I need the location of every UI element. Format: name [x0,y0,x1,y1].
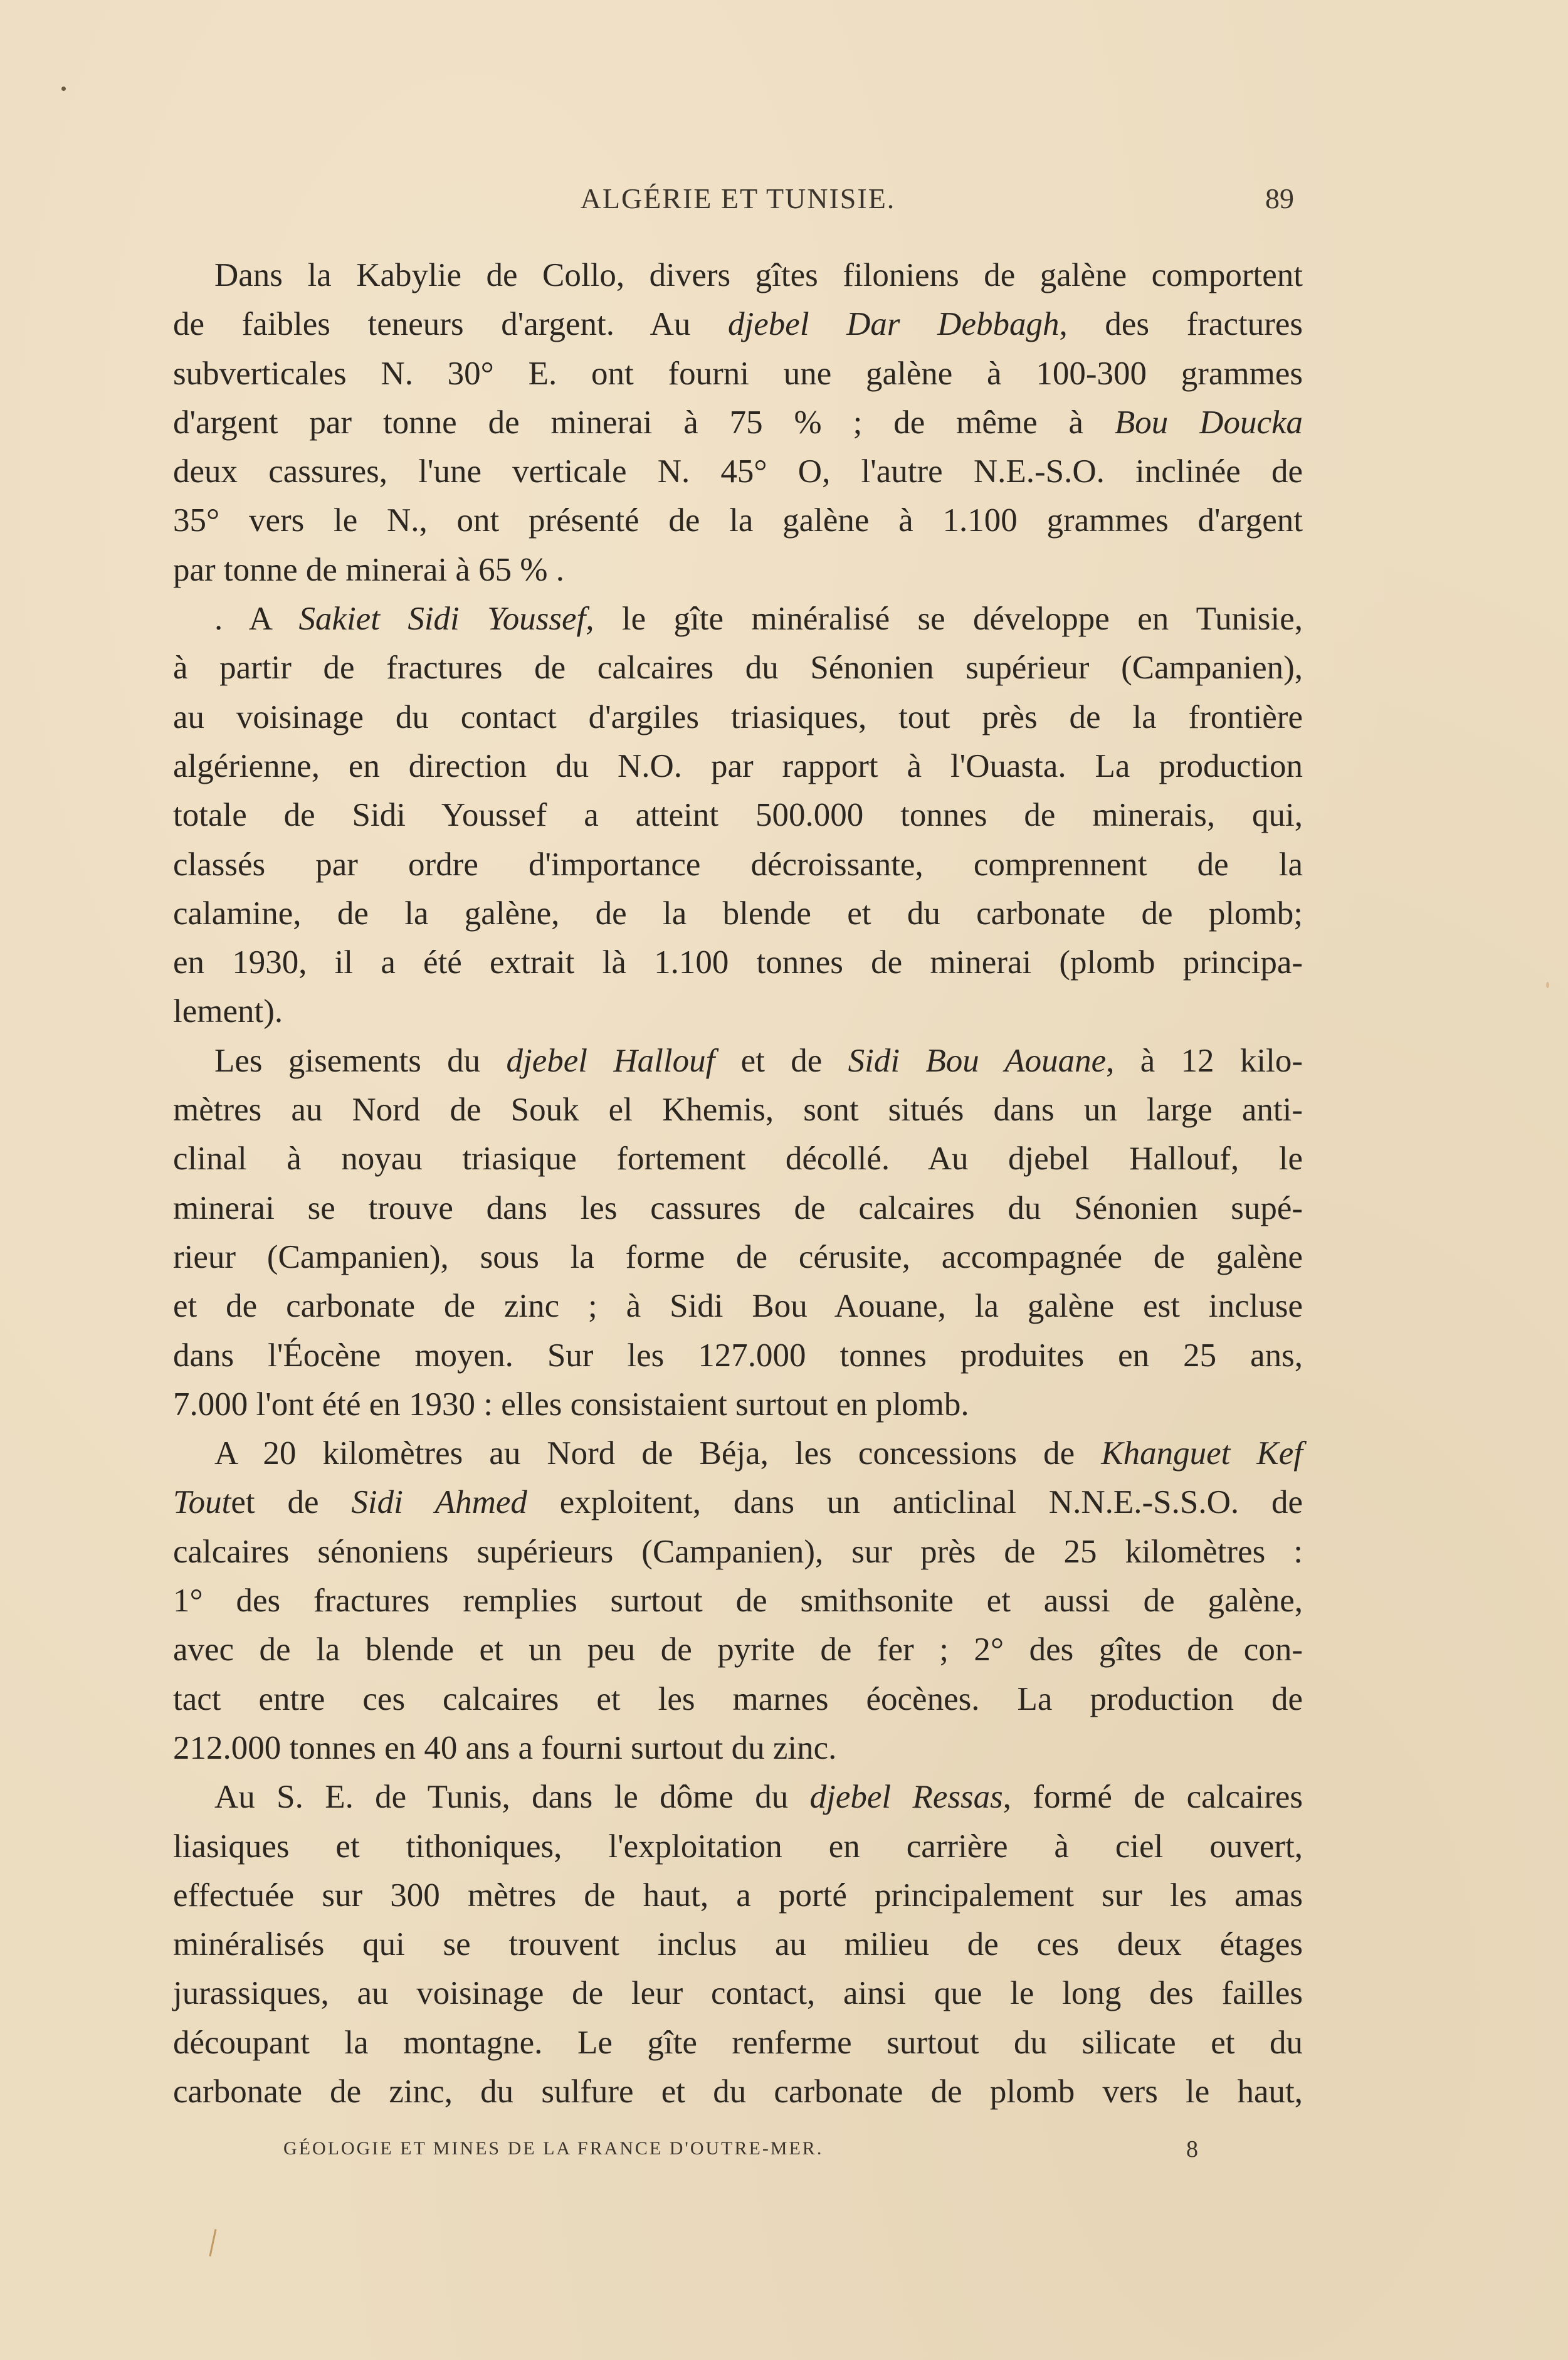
text-line [173,1871,1303,1920]
text-line [173,545,1303,594]
italic-place-name: Sakiet Sidi Youssef, [298,601,594,638]
text-segment: Dans la Kabylie de Collo, divers gîtes filoniens de galène comportent [214,257,1303,293]
text-line [173,987,1303,1036]
text-segment: effectuée sur 300 mètres de haut, a porté principalement sur les amas [173,1877,1303,1914]
text-line [173,1429,1303,1478]
text-segment: subverticales N. 30° E. ont fourni une galène à 100-300 grammes [173,355,1303,392]
printer-signature [283,2138,1224,2169]
text-line [173,496,1303,545]
text-segment: clinal à noyau triasique fortement décollé. Au djebel Hallouf, le [173,1140,1303,1177]
text-line [173,1675,1303,1724]
text-line [173,1380,1303,1429]
signature-number: 8 [1186,2136,1198,2162]
italic-place-name: Tout [173,1484,231,1521]
text-line [173,840,1303,889]
text-line [173,300,1303,349]
text-segment: minéralisés qui se trouvent inclus au milieu de ces deux étages [173,1926,1303,1963]
italic-place-name: djebel Dar Debbagh [728,306,1060,343]
signature-line: GÉOLOGIE ET MINES DE LA FRANCE D'OUTRE-MER. [283,2138,824,2159]
paragraph [173,1036,1303,1429]
text-segment: , des fractures [1059,306,1303,343]
text-line [173,1331,1303,1380]
text-segment: A 20 kilomètres au Nord de Béja, les concessions de [214,1435,1102,1472]
text-line [173,1773,1303,1821]
text-line [173,889,1303,938]
text-line [173,938,1303,987]
text-line [173,1527,1303,1576]
text-line [173,1576,1303,1625]
text-line [173,742,1303,791]
text-segment: le gîte minéralisé se développe en Tunisie, [594,601,1303,638]
text-segment: classés par ordre d'importance décroissante, comprennent de la [173,846,1303,883]
text-segment: découpant la montagne. Le gîte renferme surtout du silicate et du [173,2024,1303,2061]
text-line [173,1478,1303,1527]
italic-place-name: djebel Ressas [809,1779,1003,1816]
text-segment: deux cassures, l'une verticale N. 45° O, l'autre N.E.-S.O. inclinée de [173,453,1303,490]
text-segment: Au S. E. de Tunis, dans le dôme du [214,1779,810,1816]
text-segment: et de [715,1042,848,1079]
text-line [173,1184,1303,1233]
text-segment: totale de Sidi Youssef a atteint 500.000 tonnes de minerais, qui, [173,797,1303,834]
text-line [173,693,1303,742]
text-line [173,349,1303,398]
text-line [173,1920,1303,1969]
text-line [173,1036,1303,1085]
text-segment: en 1930, il a été extrait là 1.100 tonnes de minerai (plomb principa- [173,944,1303,981]
paragraph [173,251,1303,594]
page-number: 89 [1265,182,1294,214]
text-segment: . A [214,601,299,638]
text-segment: de faibles teneurs d'argent. Au [173,306,729,343]
text-segment: Les gisements du [214,1042,507,1079]
text-segment: 212.000 tonnes en 40 ans a fourni surtout du zinc. [173,1729,837,1766]
text-segment: 7.000 l'ont été en 1930 : elles consistaient surtout en plomb. [173,1386,969,1423]
text-line [173,251,1303,300]
text-line [173,1724,1303,1773]
text-segment: , à 12 kilo- [1106,1042,1303,1079]
italic-place-name: Khanguet Kef [1101,1435,1303,1472]
text-segment: rieur (Campanien), sous la forme de cérusite, accompagnée de galène [173,1238,1303,1275]
text-segment: et de [231,1484,352,1521]
running-title: ALGÉRIE ET TUNISIE. [580,182,896,214]
text-line [173,1282,1303,1330]
text-line [173,1969,1303,2018]
text-line [173,2018,1303,2067]
italic-place-name: Bou Doucka [1114,404,1303,441]
text-segment: calamine, de la galène, de la blende et du carbonate de plomb; [173,895,1303,932]
text-line [173,643,1303,692]
text-segment: mètres au Nord de Souk el Khemis, sont situés dans un large anti- [173,1092,1303,1129]
italic-place-name: Sidi Ahmed [351,1484,527,1521]
text-segment: d'argent par tonne de minerai à 75 % ; de même à [173,404,1115,441]
text-segment: 1° des fractures remplies surtout de smithsonite et aussi de galène, [173,1583,1303,1620]
paragraph [173,1773,1303,2116]
text-segment: minerai se trouve dans les cassures de calcaires du Sénonien supé- [173,1189,1303,1226]
text-segment: 35° vers le N., ont présenté de la galène à 1.100 grammes d'argent [173,502,1303,539]
text-segment: tact entre ces calcaires et les marnes éocènes. La production de [173,1680,1303,1717]
paper-mark [1546,982,1549,988]
text-segment: algérienne, en direction du N.O. par rapport à l'Ouasta. La production [173,747,1303,784]
text-segment: au voisinage du contact d'argiles triasiques, tout près de la frontière [173,698,1303,735]
text-line [173,1085,1303,1134]
text-segment: par tonne de minerai à 65 % . [173,551,564,588]
running-header [173,182,1303,219]
text-segment: calcaires sénoniens supérieurs (Campanien), sur près de 25 kilomètres : [173,1533,1303,1570]
text-line [173,1625,1303,1674]
paragraph [173,1429,1303,1773]
text-line [173,1233,1303,1282]
text-segment: carbonate de zinc, du sulfure et du carbonate de plomb vers le haut, [173,2073,1303,2110]
italic-place-name: Sidi Bou Aouane [848,1042,1107,1079]
text-line [173,447,1303,496]
paragraph [173,594,1303,1036]
text-segment: dans l'Éocène moyen. Sur les 127.000 tonnes produites en 25 ans, [173,1337,1303,1374]
paper-speck [61,87,66,91]
text-line [173,2067,1303,2116]
body-text [173,251,1303,2116]
text-line [173,398,1303,447]
text-segment: à partir de fractures de calcaires du Sénonien supérieur (Campanien), [173,650,1303,687]
text-segment: exploitent, dans un anticlinal N.N.E.-S.S.O. de [527,1484,1303,1521]
italic-place-name: djebel Hallouf [506,1042,715,1079]
text-line [173,594,1303,643]
text-line [173,1822,1303,1871]
text-line [173,1134,1303,1183]
text-segment: jurassiques, au voisinage de leur contact, ainsi que le long des failles [173,1975,1303,2012]
text-line [173,791,1303,840]
text-segment: lement). [173,993,283,1030]
text-segment: liasiques et tithoniques, l'exploitation en carrière à ciel ouvert, [173,1828,1303,1865]
paper-scratch [209,2229,216,2257]
text-segment: et de carbonate de zinc ; à Sidi Bou Aouane, la galène est incluse [173,1288,1303,1325]
text-segment: , formé de calcaires [1002,1779,1303,1816]
text-segment: avec de la blende et un peu de pyrite de fer ; 2° des gîtes de con- [173,1631,1303,1668]
